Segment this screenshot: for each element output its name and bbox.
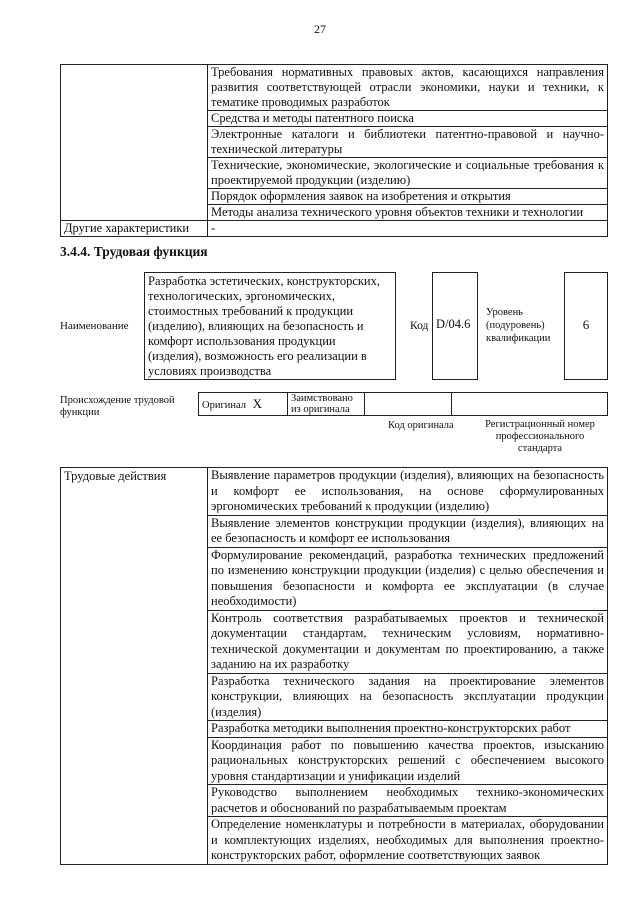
page-number: 27 [314,22,326,36]
knowledge-table [60,64,608,237]
code-original-cell [365,393,452,416]
table-row [61,65,608,111]
list-item: Координация работ по повышению качества проектов, изысканию рациональных конструкторских решений с обеспечением высокого уровня стандартизации и унификации изделий [208,737,608,785]
name-label: Наименование [60,320,129,332]
function-name-box: Разработка эстетических, конструкторских, технологических, эргономических, стоимостных требований к продукции (изделию), влияющих на безопасность и комфорт использования продукции (изделия), возможность его реализации в условиях производства [144,272,396,380]
table-row [61,468,608,516]
list-item: Электронные каталоги и библиотеки патентно-правовой и научно-технической литературы [208,127,608,158]
original-label: Оригинал [202,399,246,411]
code-original-caption: Код оригинала [388,420,454,431]
list-item: Выявление элементов конструкции продукции (изделия), влияющих на ее безопасность и комфорт ее использования [208,515,608,547]
list-item: Порядок оформления заявок на изобретения и открытия [208,189,608,205]
labor-actions-table [60,467,608,865]
list-item: Руководство выполнением необходимых технико-экономических расчетов и обоснований по разрабатываемым проектам [208,785,608,817]
reg-number-cell [452,393,608,416]
reg-number-caption: Регистрационный номер профессионального стандарта [485,419,595,454]
list-item: Определение номенклатуры и потребности в материалах, оборудовании и комплектующих изделиях, необходимых для выполнения проектно-конструкторских работ, оформление соответствующих заявок [208,817,608,865]
section-title: 3.4.4. Трудовая функция [60,244,208,259]
other-characteristics-value: - [208,221,608,237]
original-mark: X [252,395,263,411]
list-item: Требования нормативных правовых актов, касающихся направления развития соответствующей отрасли экономики, науки и техники, к тематике проводимых разработок [208,65,608,111]
function-code-box: D/04.6 [432,272,478,380]
origin-label: Происхождение трудовой функции [60,395,175,418]
list-item: Выявление параметров продукции (изделия), влияющих на безопасность и комфорт ее использования, на основе сформулированных эргономических требований к продукции (изделию) [208,468,608,516]
table-row [199,393,608,416]
code-label: Код [410,320,429,332]
list-item: Технические, экономические, экологические и социальные требования к проектируемой продукции (изделию) [208,158,608,189]
qualification-level-box: 6 [564,272,608,380]
borrowed-cell: Заимствовано из оригинала [288,393,365,416]
table-row [61,221,608,237]
origin-table [198,392,608,416]
original-cell [199,393,288,416]
other-characteristics-label: Другие характеристики [61,221,208,237]
list-item: Формулирование рекомендаций, разработка технических предложений по изменению конструкции продукции (изделия) с целью обеспечения и повышения безопасности и комфорта ее эксплуатации (в случае необходимости) [208,547,608,610]
list-item: Разработка технического задания на проектирование элементов конструкции, влияющих на безопасность эксплуатации продукции (изделия) [208,673,608,721]
list-item: Разработка методики выполнения проектно-конструкторских работ [208,721,608,738]
list-item: Средства и методы патентного поиска [208,111,608,127]
list-item: Контроль соответствия разрабатываемых проектов и технической документации стандартам, техническим условиям, нормативно-технической документации и документам по проектированию, а также заданию на их разработку [208,610,608,673]
level-label: Уровень (подуровень) квалификации [486,307,551,344]
labor-actions-label: Трудовые действия [61,468,208,865]
table-label-cell [61,65,208,221]
list-item: Методы анализа технического уровня объектов техники и технологии [208,205,608,221]
